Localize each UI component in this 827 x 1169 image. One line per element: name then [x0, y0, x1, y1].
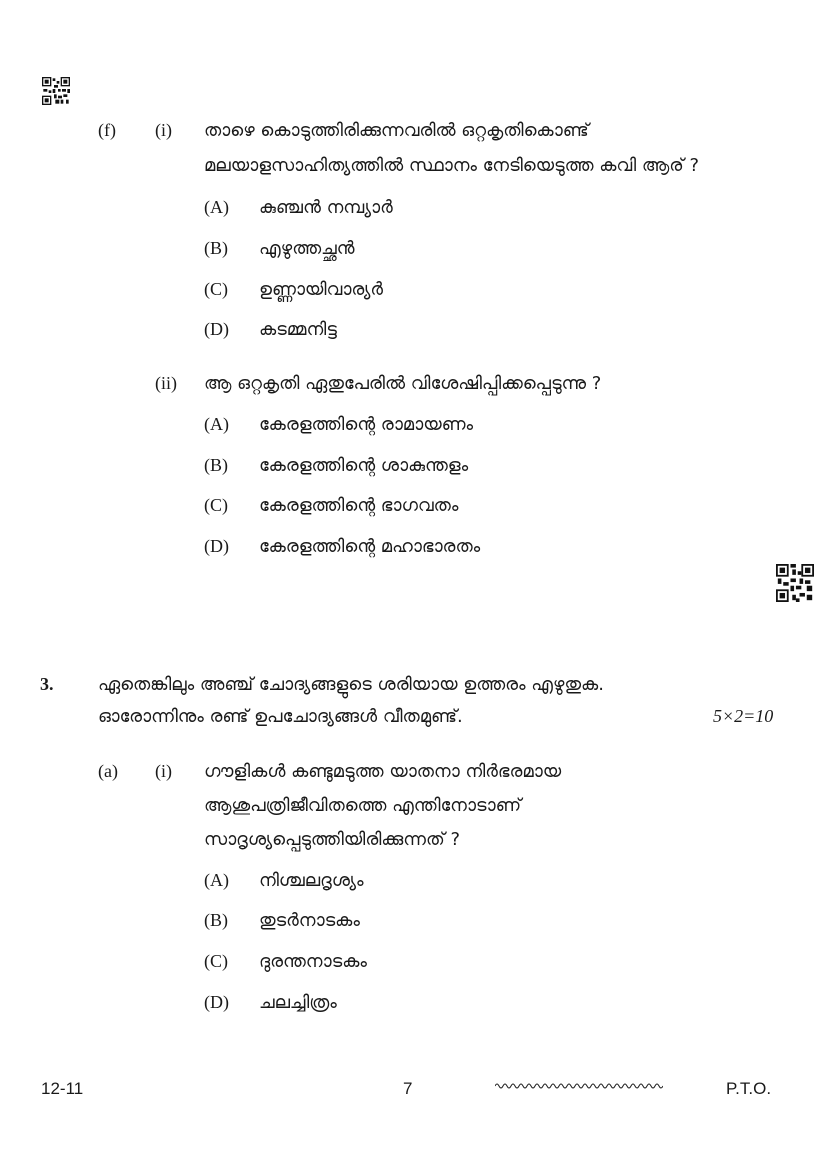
wavy-line-icon — [495, 1082, 663, 1090]
option-text: കേരളത്തിന്റെ ശാകുന്തളം — [259, 455, 469, 476]
option-label: (B) — [204, 238, 228, 258]
qr-code-top-icon — [42, 77, 70, 105]
question-text-line: ആ ഒറ്റകൃതി ഏതുപേരിൽ വിശേഷിപ്പിക്കപ്പെടുന്നു ? — [204, 373, 602, 394]
option-text: കേരളത്തിന്റെ ഭാഗവതം — [259, 495, 459, 516]
question-a-label: (a) — [98, 761, 118, 781]
page-number: 7 — [403, 1079, 413, 1098]
please-turn-over: P.T.O. — [726, 1079, 772, 1098]
option-text: നിശ്ചലദൃശ്യം — [259, 870, 364, 891]
option-text: ചലച്ചിത്രം — [259, 992, 337, 1013]
option-label: (D) — [204, 319, 229, 339]
option-text: കേരളത്തിന്റെ മഹാഭാരതം — [259, 536, 481, 557]
qr-code-right-icon — [776, 564, 814, 602]
option-text: കേരളത്തിന്റെ രാമായണം — [259, 414, 474, 435]
question-f-label: (f) — [98, 120, 116, 140]
option-text: തുടർനാടകം — [259, 910, 360, 931]
option-label: (B) — [204, 455, 228, 475]
option-label: (D) — [204, 992, 229, 1012]
question-3-instruction-line: ഏതെങ്കിലും അഞ്ച് ചോദ്യങ്ങളുടെ ശരിയായ ഉത്തരം എഴുതുക. — [98, 674, 604, 695]
option-text: കടമ്മനിട്ട — [259, 319, 337, 340]
question-3-instruction-line: ഓരോന്നിനും രണ്ട് ഉപചോദ്യങ്ങൾ വീതമുണ്ട്. — [98, 706, 463, 727]
subquestion-ii-label: (ii) — [155, 373, 177, 393]
subquestion-i-label: (i) — [155, 120, 172, 140]
question-3-number: 3. — [40, 674, 54, 694]
subquestion-i-label: (i) — [155, 761, 172, 781]
option-label: (A) — [204, 197, 229, 217]
option-label: (B) — [204, 910, 228, 930]
option-label: (A) — [204, 870, 229, 890]
marks-allocation: 5×2=10 — [713, 706, 774, 726]
option-text: ദുരന്തനാടകം — [259, 951, 367, 972]
option-text: കുഞ്ചൻ നമ്പ്യാർ — [259, 197, 393, 218]
option-text: ഉണ്ണായിവാര്യർ — [259, 279, 383, 300]
question-text-line: ഗൗളികൾ കണ്ടുമടുത്ത യാതനാ നിർഭരമായ — [204, 761, 562, 782]
option-label: (C) — [204, 951, 228, 971]
option-label: (A) — [204, 414, 229, 434]
option-text: എഴുത്തച്ഛൻ — [259, 238, 355, 259]
question-text-line: മലയാളസാഹിത്യത്തിൽ സ്ഥാനം നേടിയെടുത്ത കവി ആര് ? — [204, 155, 700, 176]
question-text-line: താഴെ കൊടുത്തിരിക്കുന്നവരിൽ ഒറ്റകൃതികൊണ്ട് — [204, 120, 589, 141]
option-label: (C) — [204, 495, 228, 515]
paper-code: 12-11 — [41, 1079, 84, 1098]
option-label: (D) — [204, 536, 229, 556]
question-text-line: ആശുപത്രിജീവിതത്തെ എന്തിനോടാണ് — [204, 795, 522, 816]
option-label: (C) — [204, 279, 228, 299]
question-text-line: സാദൃശ്യപ്പെടുത്തിയിരിക്കുന്നത് ? — [204, 829, 461, 850]
